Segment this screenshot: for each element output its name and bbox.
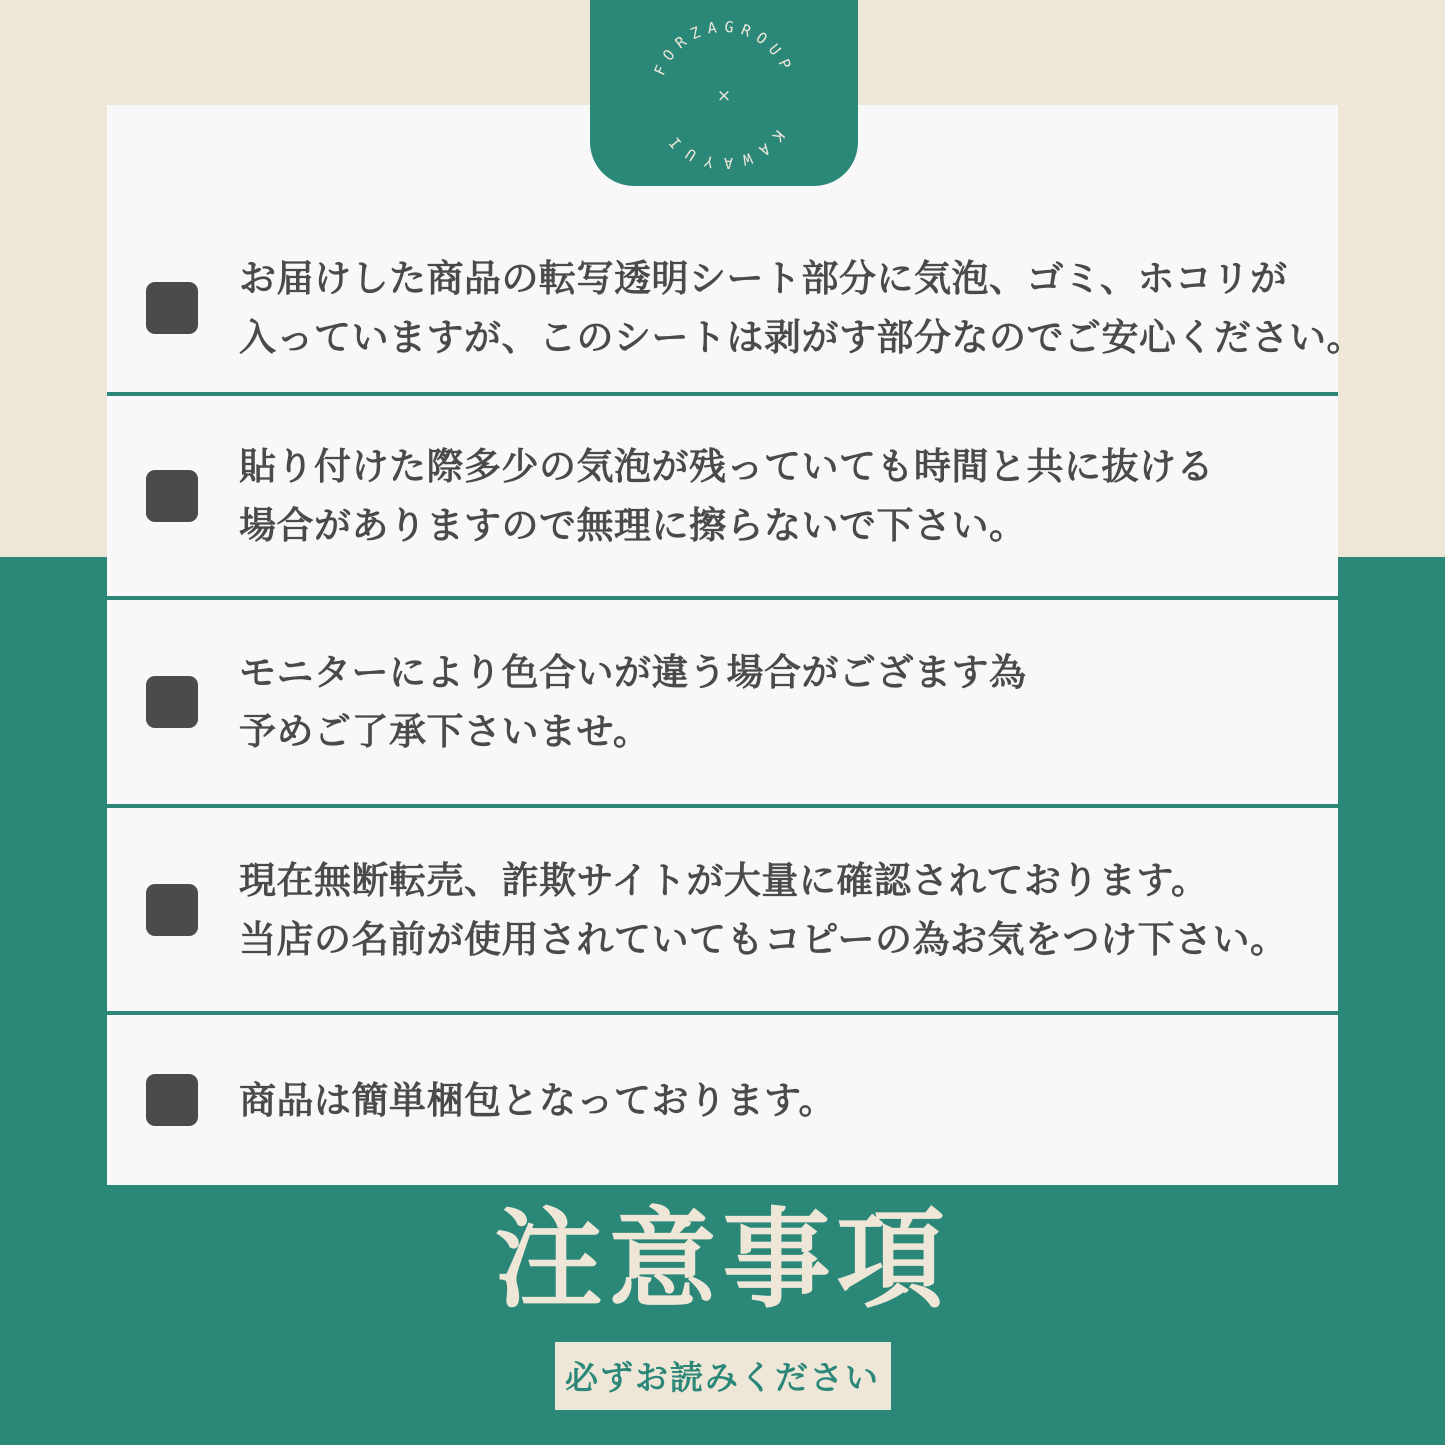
notice-1-line-1: お届けした商品の転写透明シート部分に気泡、ゴミ、ホコリが bbox=[239, 257, 1288, 299]
notice-3-line-2: 予めご了承下さいませ。 bbox=[239, 711, 651, 752]
notice-5-line-1: 商品は簡単梱包となっております。 bbox=[239, 1079, 837, 1121]
read-me-badge bbox=[555, 1342, 891, 1410]
brand-logo bbox=[590, 0, 858, 186]
checkbox-icon bbox=[146, 282, 198, 334]
footer bbox=[0, 1185, 1445, 1445]
notice-text-5 bbox=[239, 1071, 836, 1130]
notice-3-line-1: モニターにより色合いが違う場合がござます為 bbox=[239, 652, 1027, 693]
checkbox-icon bbox=[146, 470, 198, 522]
notice-text-1 bbox=[239, 249, 1364, 367]
notice-item-5 bbox=[107, 1015, 1338, 1185]
notice-2-line-2: 場合がありますので無理に擦らないで下さい。 bbox=[239, 505, 1027, 546]
notice-4-line-2: 当店の名前が使用されていてもコピーの為お気をつけ下さい。 bbox=[239, 918, 1288, 960]
notice-4-line-1: 現在無断転売、詐欺サイトが大量に確認されております。 bbox=[239, 859, 1209, 901]
notice-1-line-2: 入っていますが、このシートは剥がす部分なのでご安心ください。 bbox=[239, 316, 1364, 358]
notice-text-4 bbox=[239, 851, 1288, 969]
checkbox-icon bbox=[146, 884, 198, 936]
brand-tab bbox=[590, 0, 858, 186]
notice-text-3 bbox=[239, 643, 1027, 761]
notice-item-3 bbox=[107, 600, 1338, 804]
notice-2-line-1: 貼り付けた際多少の気泡が残っていても時間と共に抜ける bbox=[239, 446, 1214, 487]
read-me-badge-label: 必ずお読みください bbox=[565, 1359, 880, 1397]
logo-arc-top-text: FORZAGROUP bbox=[650, 17, 798, 79]
logo-center-mark: × bbox=[716, 86, 732, 106]
logo-arc-bottom-text: KAWAYUI bbox=[659, 126, 789, 172]
notice-item-4 bbox=[107, 808, 1338, 1011]
page-title: 注意事項 bbox=[494, 1199, 951, 1320]
svg-text:KAWAYUI bbox=[660, 127, 788, 172]
notice-item-2 bbox=[107, 396, 1338, 596]
notice-text-2 bbox=[239, 437, 1214, 555]
notice-panel bbox=[107, 105, 1364, 1185]
svg-text:FORZAGROUP bbox=[651, 18, 798, 78]
checkbox-icon bbox=[146, 676, 198, 728]
checkbox-icon bbox=[146, 1074, 198, 1126]
